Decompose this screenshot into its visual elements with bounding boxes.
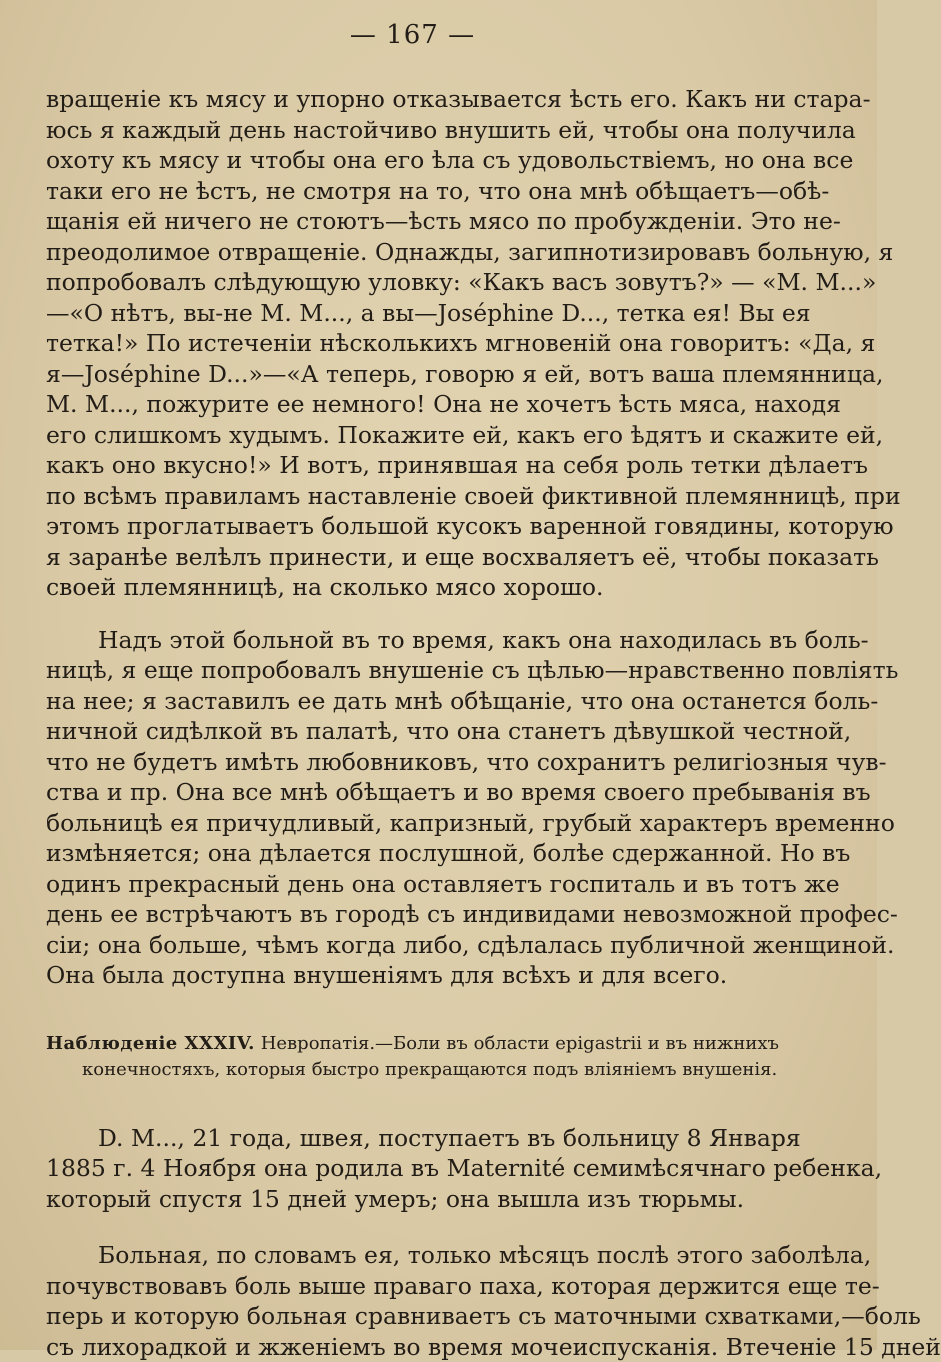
text-line: одинъ прекрасный день она оставляетъ госпиталь и въ тотъ же (46, 869, 779, 900)
text-line: который спустя 15 дней умеръ; она вышла изъ тюрьмы. (46, 1184, 779, 1215)
page-number: — 167 — (46, 18, 779, 60)
observation-subtitle: конечностяхъ, которыя быстро прекращаются подъ вліяніемъ внушенія. (46, 1057, 779, 1083)
text-line: ства и пр. Она все мнѣ обѣщаетъ и во время своего пребыванія въ (46, 777, 779, 808)
text-line: таки его не ѣстъ, не смотря на то, что она мнѣ обѣщаетъ—обѣ- (46, 176, 779, 207)
text-line: юсь я каждый день настойчиво внушить ей, чтобы она получила (46, 115, 779, 146)
text-line: сіи; она больше, чѣмъ когда либо, сдѣлалась публичной женщиной. (46, 930, 779, 961)
text-line: на нее; я заставилъ ее дать мнѣ обѣщаніе, что она останется боль- (46, 686, 779, 717)
text-line: Она была доступна внушеніямъ для всѣхъ и для всего. (46, 960, 779, 991)
text-line: больницѣ ея причудливый, капризный, грубый характеръ временно (46, 808, 779, 839)
text-line: своей племянницѣ, на сколько мясо хорошо. (46, 572, 779, 603)
text-line: почувствовавъ боль выше праваго паха, которая держится еще те- (46, 1271, 779, 1302)
text-line: ницѣ, я еще попробовалъ внушеніе съ цѣлью—нравственно повліять (46, 655, 779, 686)
text-line: его слишкомъ худымъ. Покажите ей, какъ его ѣдятъ и скажите ей, (46, 420, 779, 451)
text-line: D. M..., 21 года, швея, поступаетъ въ больницу 8 Января (46, 1123, 779, 1154)
text-line: я заранѣе велѣлъ принести, и еще восхваляетъ её, чтобы показать (46, 542, 779, 573)
paragraph-gap (46, 1214, 779, 1240)
text-line: по всѣмъ правиламъ наставленіе своей фиктивной племянницѣ, при (46, 481, 779, 512)
text-line: Надъ этой больной въ то время, какъ она находилась въ боль- (46, 625, 779, 656)
text-line: охоту къ мясу и чтобы она его ѣла съ удовольствіемъ, но она все (46, 145, 779, 176)
paragraph-2 (46, 625, 779, 991)
section-gap (46, 1083, 779, 1123)
text-line: —«О нѣтъ, вы-не М. М..., а вы—Joséphine D..., тетка ея! Вы ея (46, 298, 779, 329)
text-line: съ лихорадкой и жженіемъ во время мочеиспусканія. Втеченіе 15 дней (46, 1332, 779, 1362)
text-line: 1885 г. 4 Ноября она родила въ Maternité семимѣсячнаго ребенка, (46, 1153, 779, 1184)
text-line: я—Joséphine D...»—«А теперь, говорю я ей, вотъ ваша племянница, (46, 359, 779, 390)
text-line: что не будетъ имѣть любовниковъ, что сохранитъ религіозныя чув- (46, 747, 779, 778)
section-gap (46, 991, 779, 1031)
paragraph-gap (46, 603, 779, 625)
text-line: М. М..., пожурите ее немного! Она не хочетъ ѣсть мяса, находя (46, 389, 779, 420)
paragraph-1 (46, 84, 779, 603)
observation-label: Наблюденіе XXXIV. (46, 1033, 255, 1054)
paragraph-4 (46, 1240, 779, 1362)
text-line: день ее встрѣчаютъ въ городѣ съ индивидами невозможной профес- (46, 899, 779, 930)
text-line: попробовалъ слѣдующую уловку: «Какъ васъ зовутъ?» — «М. М...» (46, 267, 779, 298)
text-line: вращеніе къ мясу и упорно отказывается ѣсть его. Какъ ни стара- (46, 84, 779, 115)
text-line: преодолимое отвращеніе. Однажды, загипнотизировавъ больную, я (46, 237, 779, 268)
text-line: измѣняется; она дѣлается послушной, болѣе сдержанной. Но въ (46, 838, 779, 869)
text-line: Больная, по словамъ ея, только мѣсяцъ послѣ этого заболѣла, (46, 1240, 779, 1271)
text-line: ничной сидѣлкой въ палатѣ, что она станетъ дѣвушкой честной, (46, 716, 779, 747)
text-line: какъ оно вкусно!» И вотъ, принявшая на себя роль тетки дѣлаетъ (46, 450, 779, 481)
text-line: этомъ проглатываетъ большой кусокъ варенной говядины, которую (46, 511, 779, 542)
observation-title: Невропатія.—Боли въ области epigastrii и въ нижнихъ (261, 1033, 779, 1054)
paragraph-3 (46, 1123, 779, 1215)
text-line: тетка!» По истеченіи нѣсколькихъ мгновеній она говоритъ: «Да, я (46, 328, 779, 359)
observation-heading (46, 1031, 779, 1083)
text-line: перь и которую больная сравниваетъ съ маточными схватками,—боль (46, 1301, 779, 1332)
text-line: щанія ей ничего не стоютъ—ѣсть мясо по пробужденіи. Это не- (46, 206, 779, 237)
